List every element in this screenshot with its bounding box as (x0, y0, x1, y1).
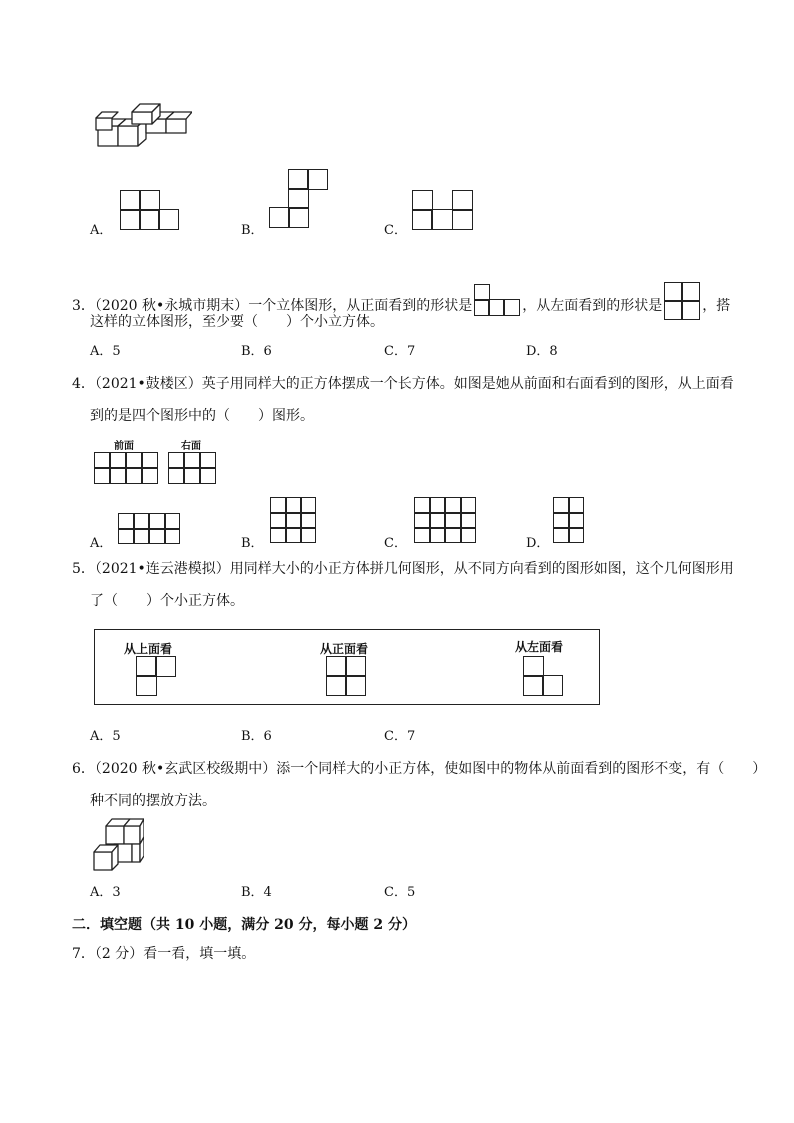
q4-option-a[interactable]: A． (90, 536, 113, 551)
q4-right-view-figure (168, 452, 216, 484)
q4-option-c-figure (414, 497, 476, 543)
q5-stem-line2: 了（ ）个小正方体。 (90, 593, 244, 609)
q4-right-label: 右面 (181, 441, 201, 452)
q6-option-c[interactable]: C．5 (384, 885, 416, 900)
q2-option-c[interactable]: C． (384, 223, 407, 238)
q3-front-view-figure (474, 284, 520, 316)
q3-option-d[interactable]: D．8 (526, 344, 558, 359)
q2-option-c-figure (412, 190, 474, 230)
q6-solid-figure (92, 816, 144, 872)
q2-solid-figure (92, 100, 192, 152)
q6-stem-line1: 6．（2020 秋•玄武区校级期中）添一个同样大的小正方体，使如图中的物体从前面看到的图形不变，有（ ） (72, 761, 767, 777)
q3-text-b: ，从左面看到的形状是 (522, 298, 663, 314)
q4-option-d-figure (553, 497, 584, 543)
q3-option-a[interactable]: A．5 (90, 344, 121, 359)
q5-top-view-label: 从上面看 (124, 642, 173, 656)
q2-option-b[interactable]: B． (241, 223, 264, 238)
section-2-title: 二．填空题（共 10 小题，满分 20 分，每小题 2 分） (72, 917, 416, 933)
q5-option-c[interactable]: C．7 (384, 729, 416, 744)
q4-option-c[interactable]: C． (384, 536, 407, 551)
q5-front-view-label: 从正面看 (320, 642, 369, 656)
q5-front-view-figure (326, 656, 366, 696)
q6-option-b[interactable]: B．4 (241, 885, 272, 900)
q3-text-c: ，搭 (702, 298, 731, 314)
q6-stem-line2: 种不同的摆放方法。 (90, 793, 216, 809)
q3-left-view-figure (664, 282, 700, 320)
q5-stem-line1: 5．（2021•连云港模拟）用同样大小的小正方体拼几何图形，从不同方向看到的图形如图，这个几何图形用 (72, 561, 734, 577)
q7-stem-line1: 7．（2 分）看一看，填一填。 (72, 946, 256, 962)
q5-option-a[interactable]: A．5 (90, 729, 121, 744)
q3-text-a: 3．（2020 秋•永城市期末）一个立体图形，从正面看到的形状是 (72, 298, 473, 314)
q4-option-b[interactable]: B． (241, 536, 264, 551)
q4-option-b-figure (270, 497, 316, 543)
q4-front-label: 前面 (114, 441, 134, 452)
q3-option-b[interactable]: B．6 (241, 344, 272, 359)
q4-stem-line1: 4．（2021•鼓楼区）英子用同样大的正方体摆成一个长方体。如图是她从前面和右面看到的图形，从上面看 (72, 376, 734, 392)
q5-top-view-figure (136, 656, 176, 696)
q4-option-a-figure (118, 513, 180, 544)
q2-option-a-figure (120, 190, 180, 230)
q5-left-view-label: 从左面看 (515, 640, 564, 654)
q4-stem-line2: 到的是四个图形中的（ ）图形。 (90, 408, 314, 424)
q2-option-b-figure (268, 169, 328, 229)
q5-left-view-figure (523, 656, 563, 696)
q3-option-c[interactable]: C．7 (384, 344, 416, 359)
q6-option-a[interactable]: A．3 (90, 885, 121, 900)
q4-option-d[interactable]: D． (526, 536, 550, 551)
q4-front-view-figure (94, 452, 158, 484)
q2-option-a[interactable]: A． (90, 223, 113, 238)
q5-option-b[interactable]: B．6 (241, 729, 272, 744)
q3-stem-line2: 这样的立体图形，至少要（ ）个小立方体。 (90, 314, 384, 330)
